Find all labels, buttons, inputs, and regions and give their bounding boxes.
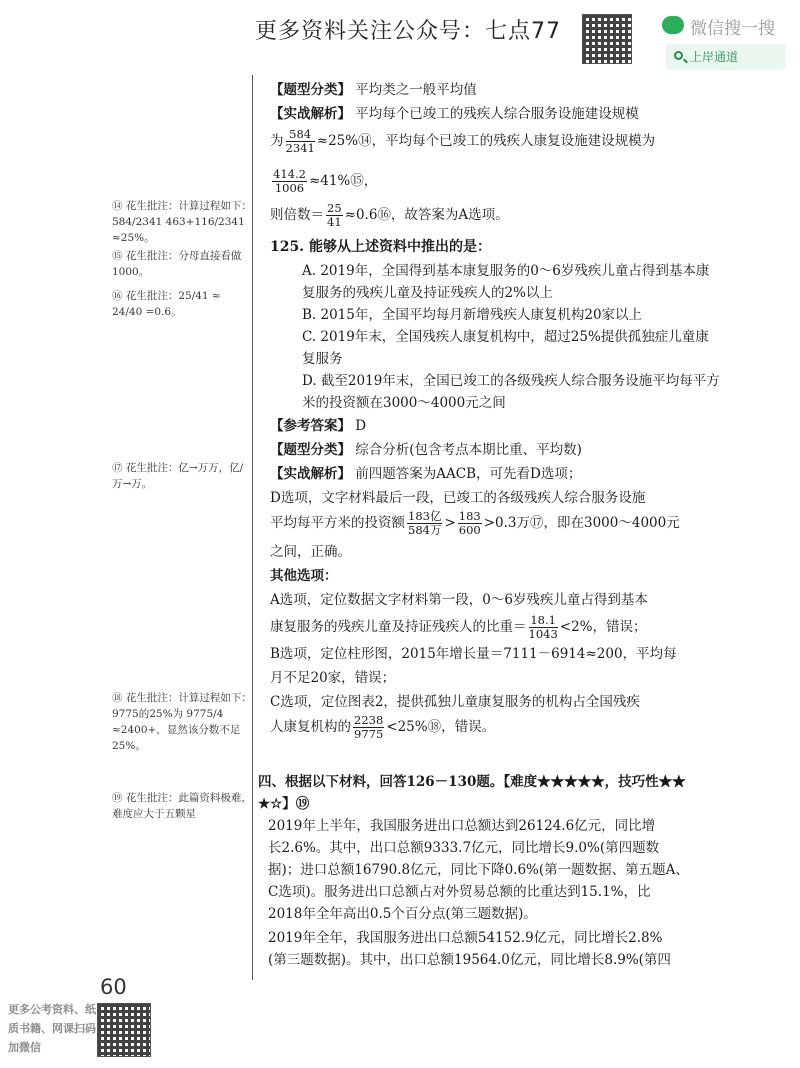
section-4-heading-cont: ★☆】⑲ bbox=[258, 796, 310, 812]
passage-1-line-1: 2019年上半年，我国服务进出口总额达到26124.6亿元，同比增 bbox=[268, 818, 656, 834]
side-note-16: ⑯ 花生批注：25/41 ≈ 24/40 =0.6。 bbox=[112, 290, 221, 318]
denominator: 600 bbox=[458, 523, 481, 537]
side-note-17: ⑰ 花生批注：亿→万万，亿/万→万。 bbox=[112, 462, 244, 490]
option-c: C. 2019年末，全国残疾人康复机构中，超过25%提供孤独症儿童康复服务 bbox=[302, 329, 709, 367]
other-a-line-1: A选项，定位数据文字材料第一段，0～6岁残疾儿童占得到基本 bbox=[270, 592, 648, 608]
fraction bbox=[353, 714, 384, 741]
option-a: A. 2019年，全国得到基本康复服务的0～6岁残疾儿童占得到基本康复服务的残疾儿童及持证残疾人的2%以上 bbox=[302, 263, 710, 301]
category-line-2 bbox=[270, 438, 720, 462]
page-number: 60 bbox=[100, 975, 127, 999]
passage-2-line-1: 2019年全年，我国服务进出口总额54152.9亿元，同比增长2.8% bbox=[268, 930, 663, 946]
passage-1-line-3: 据)；进口总额16790.8亿元，同比下降0.6%(第一题数据、第五题A、 bbox=[268, 862, 689, 878]
promo-text: 更多公考资料、纸质书籍、网课扫码加微信 bbox=[8, 1003, 96, 1054]
text-fragment: 人康复机构的 bbox=[270, 719, 351, 735]
search-icon bbox=[674, 51, 683, 60]
passage-1-line-4: C选项)。服务进出口总额占对外贸易总额的比重达到15.1%，比 bbox=[268, 884, 651, 900]
side-note-14-body: 584/2341 463+116/2341 ≈25%。 bbox=[112, 216, 245, 244]
reference-label: 【参考答案】 bbox=[270, 418, 351, 434]
analysis-line-1a bbox=[270, 102, 720, 126]
text-fragment: <2%，错误； bbox=[559, 619, 647, 635]
wechat-search-icon bbox=[662, 16, 684, 34]
analysis-line-1b bbox=[270, 128, 720, 155]
text-fragment: ≈41%⑮， bbox=[308, 173, 378, 189]
option-b: B. 2015年，全国平均每月新增残疾人康复机构20家以上 bbox=[302, 307, 643, 323]
analysis-line-1c bbox=[270, 168, 720, 195]
fraction bbox=[407, 510, 442, 537]
passage-1-line-2: 长2.6%。其中，出口总额9333.7亿元，同比增长9.0%(第四题数 bbox=[268, 840, 660, 856]
search-button[interactable] bbox=[666, 44, 786, 70]
other-b-line-1: B选项，定位柱形图，2015年增长量＝7111－6914≈200，平均每 bbox=[270, 646, 677, 662]
analysis-label: 【实战解析】 bbox=[270, 466, 351, 482]
fraction bbox=[326, 202, 343, 229]
category-value: 平均类之一般平均值 bbox=[355, 82, 477, 98]
text-fragment: 平均每平方米的投资额 bbox=[270, 515, 405, 531]
denominator: 1006 bbox=[274, 181, 305, 195]
other-c-line-2 bbox=[270, 714, 720, 741]
numerator: 183 bbox=[458, 509, 481, 523]
analysis-text: 平均每个已竣工的残疾人综合服务设施建设规模 bbox=[355, 106, 639, 122]
text-fragment: >0.3万⑰，即在3000～4000元 bbox=[483, 515, 680, 531]
analysis-line-1d bbox=[270, 202, 720, 229]
other-a-line-2 bbox=[270, 614, 720, 641]
analysis-line-2c: 平均每平方米的投资额 $\frac{\text{183亿}}{\text{584万}}$ > $\frac{183}{600}$ >0.3万⑰，即在3000～4000元 bbox=[270, 509, 680, 537]
side-note-18: ⑱ 花生批注：计算过程如下：9775的25%为 9775/4 ≈2400+，显然该分数不足25%。 bbox=[112, 692, 252, 752]
side-note-19: ⑲ 花生批注：此篇资料极难，难度应大于五颗星 bbox=[112, 792, 252, 820]
denominator: 41 bbox=[327, 215, 342, 229]
category-label: 【题型分类】 bbox=[270, 82, 351, 98]
header-title: 更多资料关注公众号：七点77 bbox=[255, 19, 561, 44]
wechat-search-label[interactable]: 微信搜一搜 bbox=[690, 19, 775, 39]
analysis-line-2a bbox=[270, 462, 720, 486]
analysis-line-2d: 之间，正确。 bbox=[270, 544, 351, 560]
other-options-label: 其他选项： bbox=[270, 568, 338, 584]
numerator: 25 bbox=[327, 201, 342, 215]
analysis-label: 【实战解析】 bbox=[270, 106, 351, 122]
reference-value: D bbox=[355, 418, 367, 434]
margin-divider bbox=[252, 75, 253, 980]
passage-1-line-5: 2018年全年高出0.5个百分点(第三题数据)。 bbox=[268, 906, 537, 922]
fraction bbox=[529, 614, 558, 641]
category-label: 【题型分类】 bbox=[270, 442, 351, 458]
text-fragment: 则倍数＝ bbox=[270, 207, 324, 223]
denominator: 1043 bbox=[528, 627, 558, 641]
numerator: 414.2 bbox=[273, 167, 306, 181]
side-note-15: ⑮ 花生批注：分母直接看做1000。 bbox=[112, 250, 242, 278]
qr-code-icon[interactable] bbox=[97, 1003, 151, 1057]
side-note-14-title: ⑭ 花生批注：计算过程如下： bbox=[112, 200, 252, 212]
side-note-14 bbox=[112, 198, 252, 246]
denominator: 584万 bbox=[408, 523, 442, 537]
numerator: 183亿 bbox=[408, 509, 442, 523]
text-fragment: 为 bbox=[270, 133, 284, 149]
denominator: 2341 bbox=[285, 141, 315, 155]
numerator: 2238 bbox=[354, 713, 384, 727]
analysis-line-2b: D选项，文字材料最后一段，已竣工的各级残疾人综合服务设施 bbox=[270, 490, 646, 506]
other-b-line-2: 月不足20家，错误； bbox=[270, 670, 396, 686]
text-fragment: <25%⑱，错误。 bbox=[386, 719, 496, 735]
category-line-1 bbox=[270, 78, 720, 102]
denominator: 9775 bbox=[354, 727, 384, 741]
passage-2-line-2: (第三题数据)。其中，出口总额19564.0亿元，同比增长8.9%(第四 bbox=[268, 952, 671, 968]
qr-code-icon[interactable] bbox=[582, 14, 632, 64]
other-c-line-1: C选项，定位图表2，提供孤独儿童康复服务的机构占全国残疾 bbox=[270, 694, 640, 710]
analysis-text: 前四题答案为AACB，可先看D选项； bbox=[355, 466, 582, 482]
section-4-heading: 四、根据以下材料，回答126－130题。【难度★★★★★，技巧性★★ bbox=[258, 774, 686, 790]
reference-answer bbox=[270, 414, 720, 438]
numerator: 584 bbox=[286, 128, 315, 142]
text-fragment: ≈25%⑭，平均每个已竣工的残疾人康复设施建设规模为 bbox=[316, 133, 656, 149]
text-fragment: 康复服务的残疾儿童及持证残疾人的比重＝ bbox=[270, 619, 527, 635]
fraction bbox=[458, 510, 482, 537]
category-value: 综合分析(包含考点本期比重、平均数) bbox=[355, 442, 582, 458]
fraction bbox=[272, 168, 307, 195]
search-button-label: 上岸通道 bbox=[690, 50, 739, 64]
question-125: 125. 能够从上述资料中推出的是： bbox=[270, 239, 491, 255]
option-d: D. 截至2019年末，全国已竣工的各级残疾人综合服务设施平均每平方米的投资额在3000～4000元之间 bbox=[302, 373, 720, 411]
fraction bbox=[286, 128, 315, 155]
numerator: 18.1 bbox=[530, 613, 556, 627]
text-fragment: ≈0.6⑯，故答案为A选项。 bbox=[344, 207, 509, 223]
